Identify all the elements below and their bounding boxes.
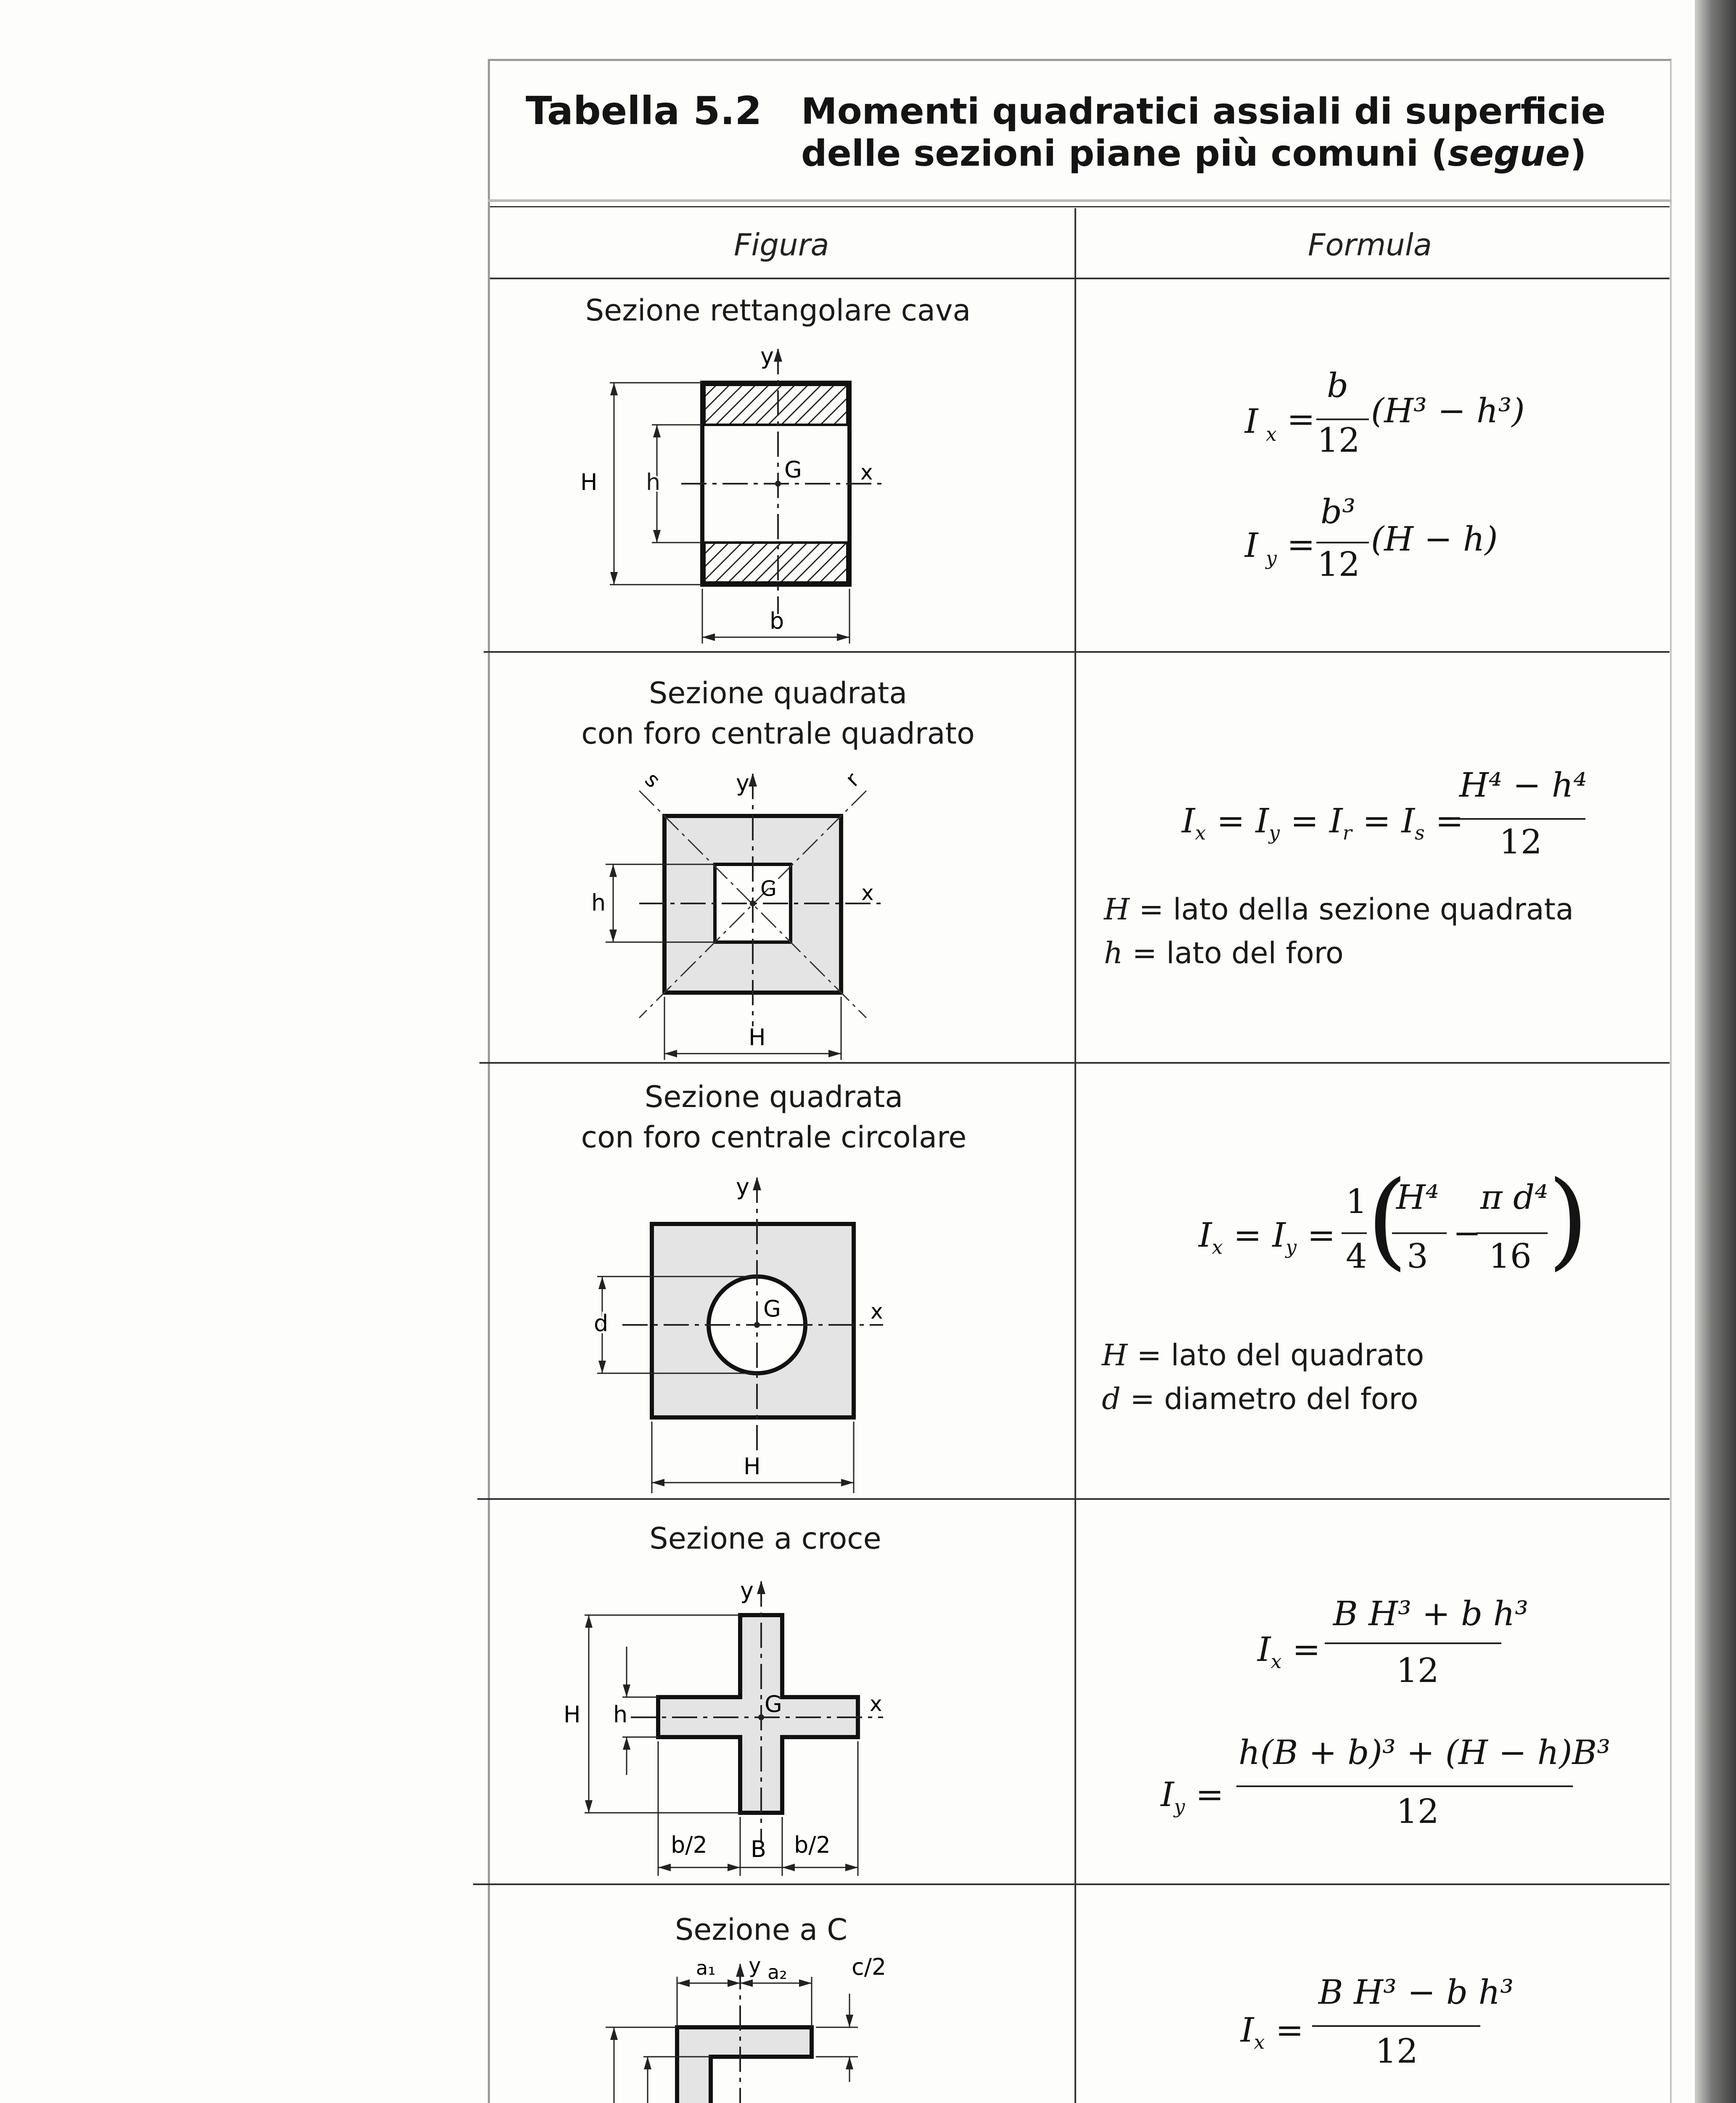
f2-fraction-bar [1451,818,1585,820]
row2-label-H: H [749,1024,766,1051]
f4-ix: I [1257,1630,1271,1669]
row1-title: Sezione rettangolare cava [585,293,971,328]
row4-label-G: G [765,1691,782,1717]
row1-label-H: H [580,469,598,495]
row2-note2-var: h [1104,936,1123,970]
row2-note2 [1104,931,1574,975]
row1-label-y: y [760,343,774,369]
f5-bar [1312,2025,1480,2027]
row1-label-G: G [784,456,802,483]
column-divider [1074,208,1076,2103]
f4-iy: I [1161,1775,1174,1814]
f1-paren2: (H − h) [1371,519,1498,559]
row3-note [1102,1333,1424,1421]
row3-note1-var: H [1102,1338,1128,1372]
table-title-close: ) [1570,132,1587,175]
row2-title-line1: Sezione quadrata [648,676,908,710]
table-title-line1: Momenti quadratici assiali di superficie [801,90,1606,132]
f1-ix-sub: x [1266,423,1277,445]
row-separator-3 [477,1498,1670,1500]
row-separator-2 [479,1062,1670,1064]
table-title-line2 [801,132,1606,175]
f3-pid4: π d⁴ [1480,1178,1548,1217]
row2-label-y: y [736,770,749,796]
row1-label-h: h [646,469,661,495]
f3-lhs: $I_x = I_y$ = [1199,1216,1336,1258]
f3-bar3 [1476,1232,1548,1234]
header-top-line [490,206,1670,207]
row2-note2-text: = lato del foro [1123,936,1344,970]
f4-num2: h(B + b)³ + (H − h)B³ [1238,1733,1611,1772]
row-separator-4 [473,1883,1670,1885]
table-title [801,90,1606,175]
f3-ix: I [1199,1216,1212,1255]
row1-figure [564,341,908,652]
f1-den2: 12 [1317,545,1360,584]
f2-is: I [1401,801,1415,840]
row2-note1 [1104,887,1574,931]
row2-note1-text: = lato della sezione quadrata [1130,892,1574,927]
header-bottom-line [490,278,1670,279]
row3-title-line2: con foro centrale circolare [581,1120,967,1155]
f2-lhs: $I_x = I_y = I_r = I_s$ = [1182,801,1464,844]
row4-figure [564,1573,908,1880]
header-figura: Figura [734,227,829,262]
row3-title-line1: Sezione quadrata [644,1080,903,1114]
f3-minus: − [1453,1213,1482,1253]
row4-label-b2b: b/2 [794,1832,831,1858]
row3-note2-text: = diametro del foro [1120,1382,1418,1416]
f1-eq2: = [1287,525,1315,564]
f1-ix: I [1245,402,1258,441]
f4-num: B H³ + b h³ [1333,1594,1529,1633]
row2-label-G: G [760,877,777,901]
row2-title-line2: con foro centrale quadrato [581,716,975,751]
table-title-segue: segue [1448,132,1570,175]
row1-label-b: b [770,608,784,634]
table-title-line2-text: delle sezioni piane più comuni ( [801,132,1448,175]
row2-label-s: s [640,767,665,793]
row3-label-d: d [594,1310,609,1337]
f2-num: H⁴ − h⁴ [1459,765,1587,805]
row3-label-G: G [763,1295,781,1322]
row3-figure [572,1169,908,1497]
f4-ix-lhs: $I_x$ = [1257,1630,1321,1673]
row3-label-x: x [871,1299,883,1324]
row5-label-c2a: c/2 [852,1956,887,1980]
f3-16: 16 [1489,1237,1532,1276]
f3-one: 1 [1346,1182,1367,1221]
f5-ix-lhs: $I_x$ = [1241,2010,1304,2053]
row4-label-y: y [740,1577,754,1604]
f3-three: 3 [1407,1237,1428,1276]
f1-fraction-bar2 [1316,542,1369,543]
f3-h4: H⁴ [1396,1178,1439,1217]
row2-label-h: h [591,890,606,916]
row4-label-x: x [870,1692,882,1716]
row5-label-y: y [749,1956,761,1978]
f1-paren: (H³ − h³) [1371,391,1525,430]
f3-bar2 [1392,1232,1447,1234]
f3-bar1 [1342,1232,1367,1234]
row2-label-r: r [841,768,864,792]
f4-den: 12 [1396,1651,1439,1690]
row4-label-H: H [564,1701,581,1728]
row5-label-a1: a₁ [696,1957,716,1979]
row5-figure [589,1956,925,2103]
f3-rparen: ) [1548,1158,1589,1281]
row2-note1-var: H [1104,892,1130,927]
row5-title: Sezione a C [675,1912,848,1947]
row3-note1 [1102,1333,1424,1377]
row2-title [547,673,1009,754]
row5-label-a2: a₂ [767,1961,787,1984]
row2-label-x: x [861,881,874,905]
row4-label-B: B [751,1836,767,1862]
f1-iy-sub: y [1266,547,1277,569]
row2-note [1104,887,1574,975]
f1-num2: b³ [1321,492,1356,531]
row3-title [542,1077,1005,1157]
row4-label-b2a: b/2 [671,1832,707,1858]
f4-iy-lhs: $I_y$ = [1161,1775,1224,1818]
f1-num: b [1327,366,1349,405]
header-formula: Formula [1308,227,1432,262]
f2-ix: I [1182,801,1195,840]
f3-lparen: ( [1367,1158,1408,1281]
f1-iy: I [1245,526,1258,565]
f2-ir: I [1329,801,1343,840]
f5-ix: I [1241,2010,1254,2050]
row4-title: Sezione a croce [649,1521,881,1556]
f1-den: 12 [1317,421,1360,460]
f1-fraction-bar [1316,418,1369,420]
f4-den2: 12 [1396,1792,1439,1831]
row3-note1-text: = lato del quadrato [1127,1338,1424,1372]
table-number: Tabella 5.2 [526,88,762,133]
f4-bar1 [1325,1642,1501,1644]
row3-note2-var: d [1102,1382,1121,1416]
f2-iy: I [1255,801,1269,840]
row3-label-H: H [744,1453,761,1480]
row2-figure [589,765,908,1060]
page-edge-shadow [1695,0,1736,2103]
row1-label-x: x [860,460,873,485]
row3-note2 [1102,1377,1424,1421]
f5-num: B H³ − b h³ [1318,1973,1514,2012]
row4-label-h: h [613,1701,628,1728]
f3-four: 4 [1346,1237,1367,1276]
f1-eq: = [1287,400,1315,439]
row3-label-y: y [736,1173,749,1200]
f2-den: 12 [1499,822,1542,861]
f3-iy: I [1272,1216,1286,1255]
f4-bar2 [1236,1785,1573,1787]
f5-den: 12 [1375,2031,1418,2071]
